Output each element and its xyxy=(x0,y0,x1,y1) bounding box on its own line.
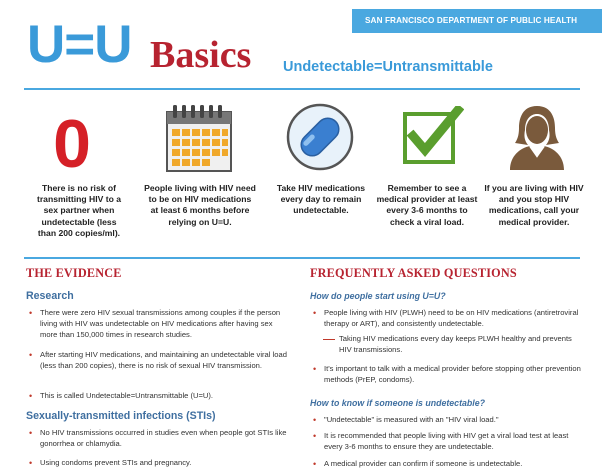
faq-q2-bullet-2: • It is recommended that people living with HIV get a viral load test at least every 3-6 months to ensure they are undetectable. xyxy=(313,431,585,453)
faq-q1-subpoint-text: Taking HIV medications every day keeps PLWH healthy and prevents HIV transmissions. xyxy=(339,334,572,354)
faq-q1-subpoint xyxy=(331,334,581,356)
calendar-icon xyxy=(166,104,232,172)
middle-divider xyxy=(24,257,580,259)
sti-heading: Sexually-transmitted infections (STIs) xyxy=(26,410,216,422)
faq-q1-bullet-2: • It's important to talk with a medical provider before stopping other prevention methods (PrEP, condoms). xyxy=(313,364,585,386)
faq-question-2: How to know if someone is undetectable? xyxy=(310,398,485,408)
title-basics: Basics xyxy=(150,34,252,76)
pill-icon xyxy=(285,102,355,172)
sti-bullet-1: • No HIV transmissions occurred in studies even when people got STIs like gonorrhea or chlamydia. xyxy=(29,428,287,450)
icon-caption-zero: There is no risk of transmitting HIV to a sex partner when undetectable (less than 200 copies/ml). xyxy=(36,183,122,238)
icon-caption-calendar: People living with HIV need to be on HIV medications at least 6 months before relying on U=U. xyxy=(144,183,256,227)
sti-bullet-2: • Using condoms prevent STIs and pregnancy. xyxy=(29,458,287,469)
title-uu: U=U xyxy=(27,15,132,74)
icon-caption-checkbox: Remember to see a medical provider at least every 3-6 months to check a viral load. xyxy=(376,183,478,227)
top-divider xyxy=(24,88,580,90)
evidence-heading: THE EVIDENCE xyxy=(26,266,122,280)
icon-caption-pill: Take HIV medications every day to remain undetectable. xyxy=(276,183,366,216)
checkbox-icon xyxy=(400,106,464,170)
faq-question-1: How do people start using U=U? xyxy=(310,291,446,301)
icon-caption-person: If you are living with HIV and you stop HIV medications, call your medical provider. xyxy=(484,183,584,227)
dash-marker xyxy=(323,339,335,340)
research-bullet-1: • There were zero HIV sexual transmissions among couples if the person living with HIV was undetectable on HIV medications after having sex more than 150,000 times in research studies. xyxy=(29,308,287,340)
research-heading: Research xyxy=(26,290,74,302)
person-icon xyxy=(508,102,566,172)
faq-heading: FREQUENTLY ASKED QUESTIONS xyxy=(310,266,517,280)
subtitle: Undetectable=Untransmittable xyxy=(283,59,493,75)
faq-q2-bullet-3: • A medical provider can confirm if someone is undetectable. xyxy=(313,459,585,470)
zero-numeral: 0 xyxy=(53,106,91,182)
faq-q1-bullet-1: • People living with HIV (PLWH) need to be on HIV medications (antiretroviral therapy or ART), and consistently undetectable. xyxy=(313,308,585,330)
faq-q2-bullet-1: • "Undetectable" is measured with an "HIV viral load." xyxy=(313,415,585,426)
research-bullet-3: • This is called Undetectable=Untransmittable (U=U). xyxy=(29,391,287,402)
department-banner: SAN FRANCISCO DEPARTMENT OF PUBLIC HEALTH xyxy=(352,9,602,33)
research-bullet-2: • After starting HIV medications, and maintaining an undetectable viral load (less than 200 copies), there is no risk of sexual HIV transmission. xyxy=(29,350,287,372)
